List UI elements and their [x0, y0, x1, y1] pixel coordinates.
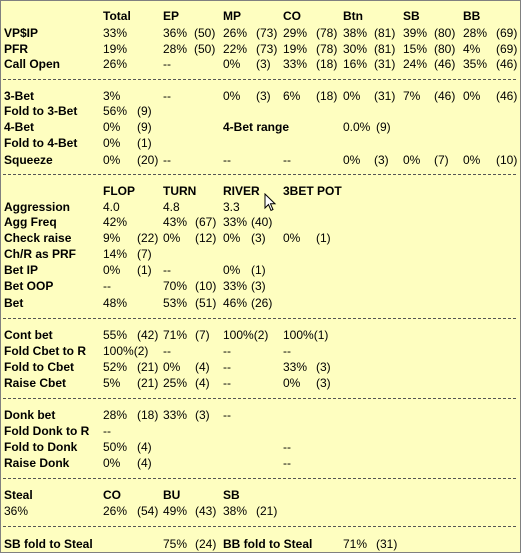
stat-value: 29% [283, 26, 308, 40]
stat-value: 0% [223, 231, 241, 245]
stat-value: 0% [223, 89, 241, 103]
stat-value: -- [223, 344, 231, 358]
stat-value: (22) [137, 231, 159, 245]
stat-value: 28% [463, 26, 488, 40]
stat-value: 100%(2) [103, 344, 149, 358]
stat-value: 6% [283, 89, 301, 103]
row-label: Bet OOP [4, 279, 54, 293]
stat-value: 0% [103, 120, 121, 134]
column-header: MP [223, 9, 241, 23]
stat-value: (10) [195, 279, 217, 293]
stat-value: (3) [316, 376, 331, 390]
stat-value: (10) [496, 153, 518, 167]
stat-value: 3.3 [223, 200, 240, 214]
row-label: Cont bet [4, 328, 53, 342]
stat-value: 33% [223, 215, 248, 229]
stat-value: 15% [403, 42, 428, 56]
section-divider [3, 318, 516, 319]
stat-value: 50% [103, 440, 128, 454]
stat-value: (69) [496, 26, 518, 40]
stat-value: -- [223, 376, 231, 390]
row-label: Squeeze [4, 153, 53, 167]
stat-value: (81) [374, 26, 396, 40]
stat-value: 4.8 [163, 200, 180, 214]
stat-value: 46% [223, 296, 248, 310]
stat-value: (3) [195, 408, 210, 422]
stat-value: 38% [343, 26, 368, 40]
column-header: Btn [343, 9, 363, 23]
column-header: SB [403, 9, 420, 23]
stat-value: 33% [283, 57, 308, 71]
stat-value: -- [163, 344, 171, 358]
stat-value: (78) [316, 42, 338, 56]
stat-value: 33% [223, 279, 248, 293]
stat-value: 100%(1) [283, 328, 329, 342]
stat-value: (46) [496, 89, 518, 103]
stat-value: 100%(2) [223, 328, 269, 342]
stat-value: -- [223, 408, 231, 422]
mouse-pointer-icon [264, 193, 278, 216]
column-header: Total [103, 9, 131, 23]
stat-value: 71% [343, 537, 368, 551]
stat-value: (12) [195, 231, 217, 245]
row-label: PFR [4, 42, 28, 56]
stat-value: 36% [163, 26, 188, 40]
row-label: Fold to Cbet [4, 360, 74, 374]
column-header: Steal [4, 488, 33, 502]
stat-value: 52% [103, 360, 128, 374]
stat-value: 42% [103, 215, 128, 229]
row-label: Bet [4, 296, 24, 310]
stat-value: 33% [283, 360, 308, 374]
row-label: 3-Bet [4, 89, 35, 103]
stat-value: 28% [163, 42, 188, 56]
stat-value: (3) [251, 279, 266, 293]
row-label: Aggression [4, 200, 71, 214]
row-label: Donk bet [4, 408, 56, 422]
stat-value: (26) [251, 296, 273, 310]
stat-value: (43) [195, 504, 217, 518]
range-label: 4-Bet range [223, 120, 290, 134]
stat-value: 35% [463, 57, 488, 71]
row-label: Agg Freq [4, 215, 57, 229]
stat-value: (4) [195, 376, 210, 390]
stat-value: -- [223, 360, 231, 374]
stat-value: (7) [195, 328, 210, 342]
stat-value: (18) [316, 57, 338, 71]
stat-value: (3) [256, 57, 271, 71]
stat-value: (3) [256, 89, 271, 103]
row-label: VP$IP [4, 26, 39, 40]
stat-value: (7) [434, 153, 449, 167]
stat-value: -- [283, 440, 291, 454]
stat-value: (18) [316, 89, 338, 103]
column-header: CO [283, 9, 301, 23]
row-label: Fold to 3-Bet [4, 104, 78, 118]
stat-value: 0% [283, 231, 301, 245]
stat-value: (46) [434, 89, 456, 103]
stat-value: 0% [463, 153, 481, 167]
section-divider [3, 398, 516, 399]
stat-value: (31) [374, 57, 396, 71]
row-label: Bet IP [4, 263, 39, 277]
stat-value: 28% [103, 408, 128, 422]
stat-value: (3) [251, 231, 266, 245]
column-header: BU [163, 488, 181, 502]
stat-value: 55% [103, 328, 128, 342]
stat-value: 16% [343, 57, 368, 71]
stat-value: 4.0 [103, 200, 120, 214]
stat-value: 39% [403, 26, 428, 40]
row-label: Raise Cbet [4, 376, 67, 390]
stat-value: (1) [137, 263, 152, 277]
stat-value: 0% [103, 263, 121, 277]
column-header: FLOP [103, 184, 135, 198]
stat-value: 48% [103, 296, 128, 310]
section-divider [3, 79, 516, 80]
stat-value: 0% [463, 89, 481, 103]
stat-value: -- [283, 344, 291, 358]
stat-value: 0% [343, 153, 361, 167]
range-count: (9) [376, 120, 391, 134]
stat-value: 49% [163, 504, 188, 518]
row-label: Fold Donk to R [4, 424, 90, 438]
stat-value: (21) [256, 504, 278, 518]
stat-value: 9% [103, 231, 121, 245]
stat-count: (24) [195, 537, 217, 551]
row-label: SB fold to Steal [4, 537, 93, 551]
stat-value: 25% [163, 376, 188, 390]
stat-value: 30% [343, 42, 368, 56]
stat-value: -- [283, 456, 291, 470]
stat-value: (4) [195, 360, 210, 374]
stat-value: (80) [434, 26, 456, 40]
stat-value: (3) [316, 360, 331, 374]
stat-value: (20) [137, 153, 159, 167]
stat-value: (50) [194, 26, 216, 40]
stat-value: (73) [256, 26, 278, 40]
stat-value: (4) [137, 440, 152, 454]
stat-value: 53% [163, 296, 188, 310]
stat-value: 22% [223, 42, 248, 56]
stat-value: (1) [137, 136, 152, 150]
stat-value: 33% [103, 26, 128, 40]
stat-value: 0% [223, 57, 241, 71]
stat-value: (42) [137, 328, 159, 342]
stat-value: 0% [403, 153, 421, 167]
stat-value: (3) [374, 153, 389, 167]
stat-value: (18) [137, 408, 159, 422]
stat-value: 0% [343, 89, 361, 103]
row-label: Ch/R as PRF [4, 247, 77, 261]
stat-value: 38% [223, 504, 248, 518]
row-label: Call Open [4, 57, 61, 71]
section-divider [3, 526, 516, 527]
stat-value: (40) [251, 215, 273, 229]
stat-value: 24% [403, 57, 428, 71]
stat-value: (4) [137, 456, 152, 470]
column-header: CO [103, 488, 121, 502]
stat-value: 70% [163, 279, 188, 293]
stat-value: -- [103, 279, 111, 293]
row-label: BB fold to Steal [223, 537, 313, 551]
stat-value: (9) [137, 120, 152, 134]
stat-value: (1) [251, 263, 266, 277]
stat-value: 71% [163, 328, 188, 342]
section-divider [3, 174, 516, 175]
stat-value: 0% [283, 376, 301, 390]
section-divider [3, 478, 516, 479]
stat-value: (51) [195, 296, 217, 310]
stat-value: (69) [496, 42, 518, 56]
row-label: Raise Donk [4, 456, 70, 470]
range-value: 0.0% [343, 120, 371, 134]
stat-value: 75% [163, 537, 188, 551]
column-header: SB [223, 488, 240, 502]
stat-value: (78) [316, 26, 338, 40]
stat-value: 43% [163, 215, 188, 229]
stat-value: (50) [194, 42, 216, 56]
stat-value: 0% [103, 456, 121, 470]
stat-value: 0% [163, 231, 181, 245]
stat-value: (67) [195, 215, 217, 229]
stat-value: 26% [103, 504, 128, 518]
stat-value: (9) [137, 104, 152, 118]
stat-value: -- [163, 57, 171, 71]
stat-value: -- [163, 89, 171, 103]
stat-value: 0% [223, 263, 241, 277]
stat-value: 19% [103, 42, 128, 56]
stat-value: (21) [137, 376, 159, 390]
stat-value: 26% [103, 57, 128, 71]
stat-value: (31) [374, 89, 396, 103]
stat-value: 7% [403, 89, 421, 103]
stat-value: 26% [223, 26, 248, 40]
stat-value: 56% [103, 104, 128, 118]
column-header: RIVER [223, 184, 260, 198]
stat-value: 0% [103, 153, 121, 167]
stat-value: (21) [137, 360, 159, 374]
stat-value: 0% [163, 360, 181, 374]
row-label: Fold Cbet to R [4, 344, 86, 358]
stat-value: -- [163, 153, 171, 167]
stat-value: 33% [163, 408, 188, 422]
stat-value: -- [163, 263, 171, 277]
column-header: 3BET POT [283, 184, 342, 198]
stat-value: 19% [283, 42, 308, 56]
stat-value: 14% [103, 247, 128, 261]
stat-count: (31) [376, 537, 398, 551]
stat-value: 0% [103, 136, 121, 150]
stat-value: (46) [434, 57, 456, 71]
stat-value: (7) [137, 247, 152, 261]
stat-value: -- [283, 153, 291, 167]
stat-value: 4% [463, 42, 481, 56]
column-header: EP [163, 9, 180, 23]
stat-value: 5% [103, 376, 121, 390]
stat-value: -- [103, 424, 111, 438]
stat-value: 3% [103, 89, 121, 103]
row-label: Check raise [4, 231, 72, 245]
stat-value: -- [223, 153, 231, 167]
stat-value: (1) [316, 231, 331, 245]
row-label: 4-Bet [4, 120, 35, 134]
stat-value: (46) [496, 57, 518, 71]
stat-value: (80) [434, 42, 456, 56]
row-label: Fold to Donk [4, 440, 78, 454]
column-header: TURN [163, 184, 197, 198]
stat-value: (54) [137, 504, 159, 518]
row-label: Fold to 4-Bet [4, 136, 78, 150]
stat-value: (81) [374, 42, 396, 56]
column-header: BB [463, 9, 481, 23]
stat-value: (73) [256, 42, 278, 56]
stat-value: 36% [4, 504, 29, 518]
